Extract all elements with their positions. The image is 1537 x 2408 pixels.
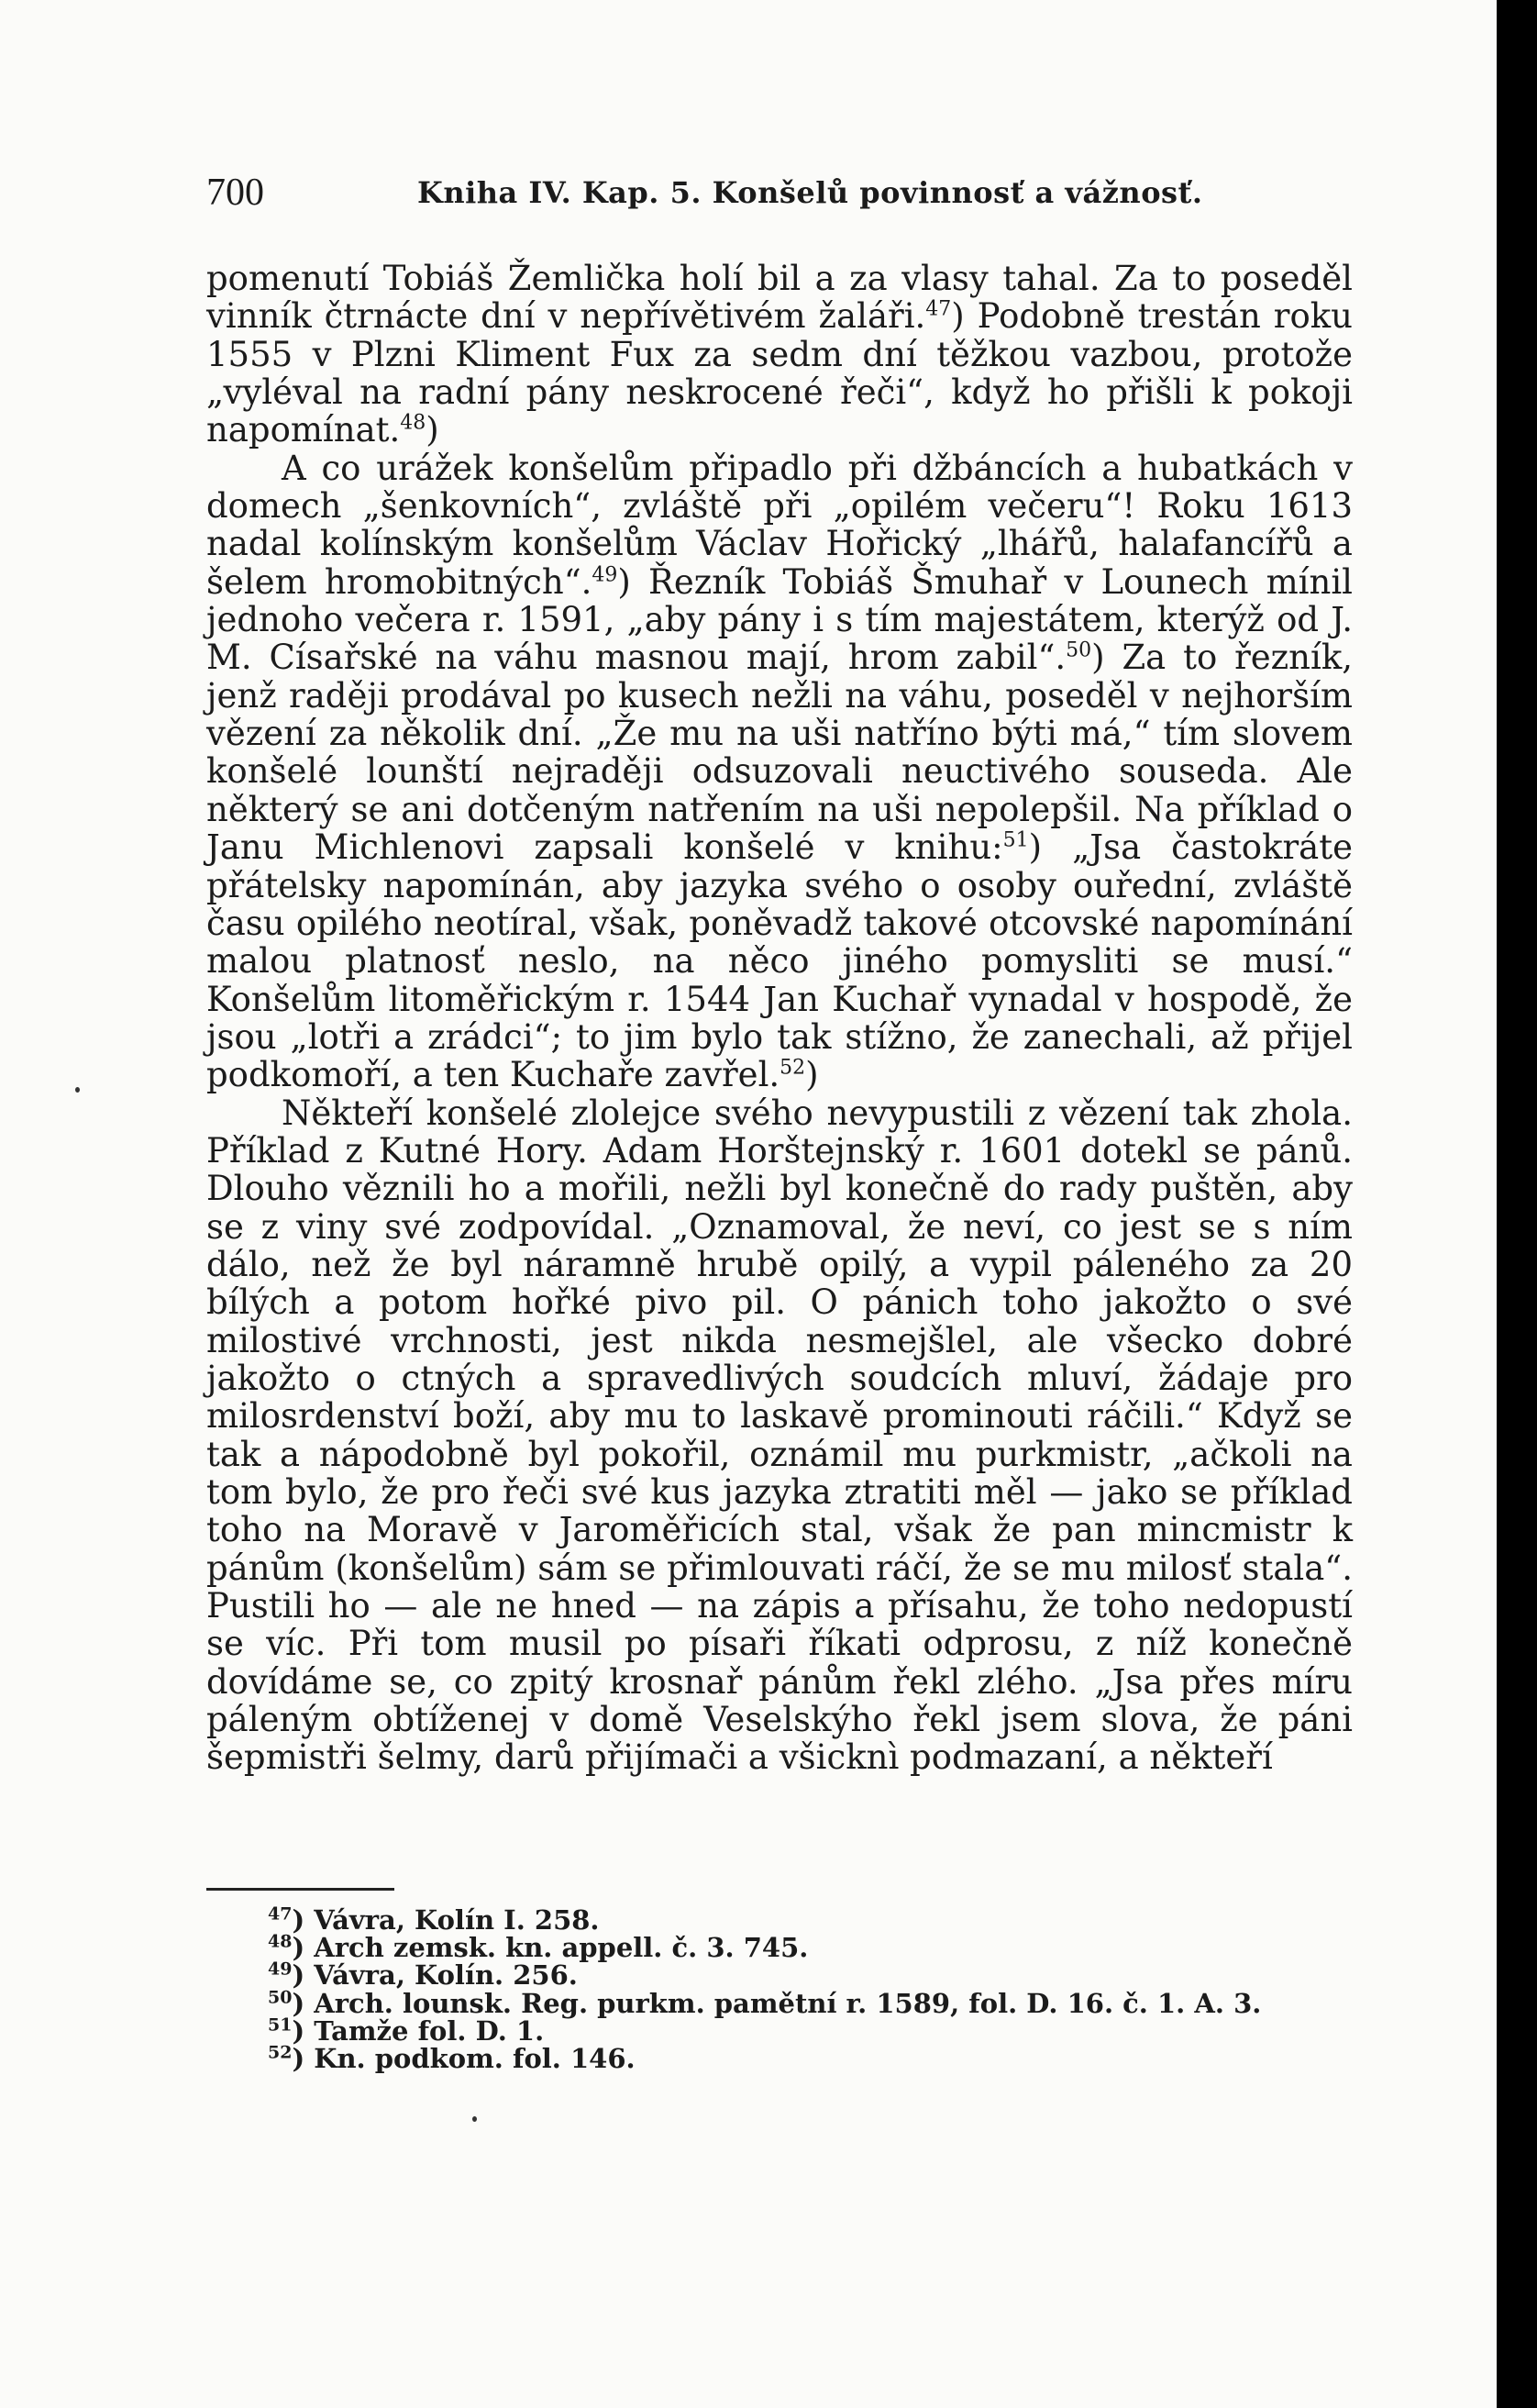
footnote [268, 2014, 1350, 2047]
footnotes [268, 1903, 1350, 2075]
footnote-mark: 47 [268, 1903, 293, 1925]
footnote-separator [206, 1888, 394, 1891]
footnote-text: ) Kn. podkom. fol. 146. [292, 2043, 636, 2075]
footnote-reference: 50 [1066, 639, 1092, 663]
paragraph-text: ) [805, 1055, 819, 1095]
paragraph-text: ) [426, 410, 439, 450]
footnote-reference: 47 [925, 298, 952, 322]
footnote-mark: 49 [268, 1959, 293, 1980]
page-header [206, 165, 1353, 220]
paragraph-text: ) Podobně trestán roku 1555 v Plzni Kliment Fux za sedm dní těžkou vazbou, protože „vyléval na radní pány neskrocené řeči“, když ho přišli k pokoji napomínat. [206, 296, 1353, 450]
footnote-reference: 49 [592, 563, 618, 587]
footnote-mark: 48 [268, 1931, 293, 1952]
paragraph-text: Někteří konšelé zlolejce svého nevypustili z vězení tak zhola. Příklad z Kutné Hory. Adam Horštejnský r. 1601 dotekl se pánů. Dlouho věznili ho a mořili, nežli byl konečně do rady puštěn, aby se z viny své zodpovídal. „Oznamoval, že neví, co jest se s ním dálo, než že byl náramně hrubě opilý, a vypil páleného za 20 bílých a potom hořké pivo pil. O pánich toho jakožto o své milostivé vrchnosti, jest nikda nesmejšlel, ale všecko dobré jakožto o ctných a spravedlivých soudcích mluví, žádaje pro milosrdenství boží, aby mu to laskavě prominouti ráčili.“ Když se tak a nápodobně byl pokořil, oznámil mu purkmistr, „ačkoli na tom bylo, že pro řeči své kus jazyka ztratiti měl — jako se příklad toho na Moravě v Jaroměřicích stal, však že pan mincmistr k pánům (konšelům) sám se přimlouvati ráčí, že se mu milosť stala“. Pustili ho — ale ne hned — na zápis a přísahu, že toho nedopustí se víc. Při tom musil po písaři říkati odprosu, z níž konečně dovídáme se, co zpitý krosnař pánům řekl zlého. „Jsa přes míru páleným obtíženej v domě Veselskýho řekl jsem slova, že páni šepmistři šelmy, darů přijímači a všicknì podmazaní, a někteří [206, 1093, 1353, 1778]
footnote-mark: 52 [268, 2042, 293, 2063]
footnote-text: ) Vávra, Kolín I. 258. [292, 1904, 600, 1936]
paragraph-text: ) „Jsa častokráte přátelsky napomínán, aby jazyka svého o osoby ouřední, zvláště času opilého neotíral, však, poněvadž takové otcovské napomínání malou platnosť neslo, na něco jiného pomysliti se musí.“ Konšelům litoměřickým r. 1544 Jan Kuchař vynadal v hospodě, že jsou „lotři a zrádci“; to jim bylo tak stížno, že zanechali, až přijel podkomoří, a ten Kuchaře zavřel. [206, 827, 1354, 1095]
page-number: 700 [206, 172, 264, 214]
footnote-text: ) Vávra, Kolín. 256. [292, 1959, 578, 1992]
running-head: Kniha IV. Kap. 5. Konšelů povinnosť a vážnosť. [417, 175, 1203, 210]
body-paragraph [206, 1094, 1353, 1777]
footnote-reference: 52 [780, 1056, 806, 1080]
footnote-reference: 51 [1002, 828, 1029, 852]
footnote-reference: 48 [400, 412, 426, 436]
paragraph-text: ) Řezník Tobiáš Šmuhař v Lounech mínil jednoho večera r. 1591, „aby pány i s tím majestátem, kterýž od J. M. Císařské na váhu masnou mají, hrom zabil“. [206, 561, 1353, 678]
paragraph-text: pomenutí Tobiáš Žemlička holí bil a za vlasy tahal. Za to poseděl vinník čtrnácte dní v nepřívětivém žaláři. [206, 259, 1353, 337]
body-paragraph [206, 260, 1353, 449]
footnote-text: ) Tamže fol. D. 1. [292, 2014, 545, 2047]
body-paragraph [206, 449, 1353, 1094]
footnote-text: ) Arch. lounsk. Reg. purkm. pamětní r. 1589, fol. D. 16. č. 1. A. 3. [292, 1987, 1262, 2019]
paragraph-text: ) Za to řezník, jenž raději prodával po kusech nežli na váhu, poseděl v nejhorším vězení za několik dní. „Že mu na uši natříno býti má,“ tím slovem konšelé lounští nejraději odsuzovali neuctivého souseda. Ale některý se ani dotčeným natřením na uši nepolepšil. Na příklad o Janu Michlenovi zapsali konšelé v knihu: [206, 638, 1354, 868]
body-text [206, 260, 1353, 1777]
footnote-mark: 51 [268, 2014, 293, 2036]
paragraph-text: A co urážek konšelům připadlo při džbáncích a hubatkách v domech „šenkovních“, zvláště při „opilém večeru“! Roku 1613 nadal kolínským konšelům Václav Hořický „lhářů, halafancířů a šelem hromobitných“. [206, 448, 1353, 602]
footnote [268, 1931, 1350, 1964]
print-speck [472, 2116, 477, 2122]
footnote [268, 1986, 1350, 2019]
footnote [268, 1903, 1350, 1936]
print-speck [75, 1087, 80, 1093]
footnote [268, 2042, 1350, 2075]
footnote [268, 1959, 1350, 1992]
footnote-mark: 50 [268, 1986, 293, 2007]
footnote-text: ) Arch zemsk. kn. appell. č. 3. 745. [292, 1932, 809, 1964]
